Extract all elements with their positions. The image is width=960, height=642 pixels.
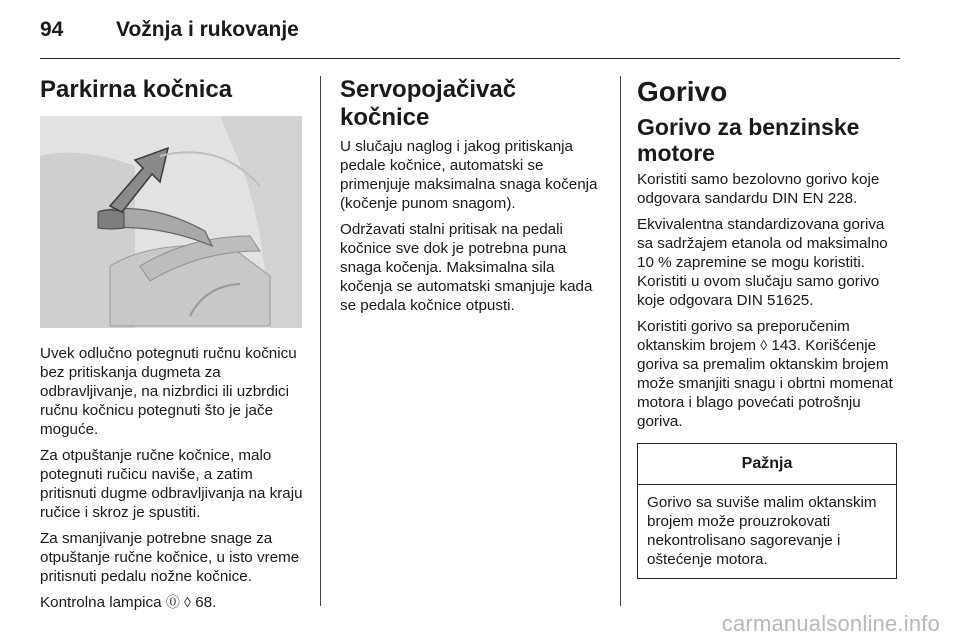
brake-assist-section	[340, 76, 606, 322]
column-divider-2	[620, 76, 621, 606]
page-reference[interactable]: 143.	[771, 337, 801, 354]
handbrake-illustration	[40, 116, 302, 328]
watermark: carmanualsonline.info	[721, 611, 940, 636]
paragraph	[637, 317, 903, 431]
column-divider-1	[320, 76, 321, 606]
paragraph-text: Korišćenje goriva sa premalim oktanskim brojem može smanjiti snagu i obrtni momenat motora i blago povećati potrošnju goriva.	[637, 337, 893, 430]
subsection-heading: Gorivo za benzinske motore	[637, 114, 860, 166]
warning-box	[637, 443, 897, 579]
chapter-title: Vožnja i rukovanje	[116, 18, 299, 41]
indicator-text: Kontrolna lampica	[40, 594, 162, 611]
paragraph: U slučaju naglog i jakog pritiskanja pedale kočnice, automatski se primenjuje maksimalna snaga kočenja (kočenje punom snagom).	[340, 138, 598, 212]
page-number: 94	[40, 18, 64, 41]
fuel-section	[637, 76, 903, 579]
indicator-line	[40, 593, 306, 612]
paragraph: Koristiti samo bezolovno gorivo koje odgovara sandardu DIN EN 228.	[637, 171, 880, 207]
header-rule	[40, 58, 900, 59]
warning-title: Pažnja	[638, 444, 896, 485]
section-heading: Gorivo	[637, 76, 728, 107]
page-reference-icon: ◊	[184, 594, 191, 610]
page-reference-icon: ◊	[760, 337, 768, 353]
section-heading: Parkirna kočnica	[40, 76, 233, 103]
page-reference[interactable]: 68.	[195, 594, 217, 611]
section-heading: Servopojačivač kočnice	[340, 76, 517, 131]
paragraph: Održavati stalni pritisak na pedali kočnice sve dok je potrebna puna snaga kočenja. Maksimalna sila kočenja se automatski smanjuje kada se pedala kočnice otpusti.	[340, 221, 593, 314]
paragraph: Uvek odlučno potegnuti ručnu kočnicu bez pritiskanja dugmeta za odbravljivanje, na nizbrdici ili uzbrdici ručnu kočnicu potegnuti što je jače moguće.	[40, 345, 297, 438]
parking-brake-section	[40, 76, 306, 619]
warning-body: Gorivo sa suviše malim oktanskim brojem može prouzrokovati nekontrolisano sagorevanje i oštećenje motora.	[647, 494, 877, 568]
brake-warning-light-icon: ⓪	[165, 594, 180, 610]
paragraph: Za otpuštanje ručne kočnice, malo potegnuti ručicu naviše, a zatim pritisnuti dugme odbravljivanja na kraju ručice i skroz je spustiti.	[40, 447, 303, 521]
paragraph: Za smanjivanje potrebne snage za otpuštanje ručne kočnice, u isto vreme pritisnuti pedalu nožne kočnice.	[40, 530, 300, 585]
paragraph-text: Koristiti gorivo sa preporučenim oktanskim brojem	[637, 318, 850, 354]
paragraph: Ekvivalentna standardizovana goriva sa sadržajem etanola od maksimalno 10 % zapremine se mogu koristiti. Koristiti u ovom slučaju samo gorivo koje odgovara DIN 51625.	[637, 216, 888, 309]
